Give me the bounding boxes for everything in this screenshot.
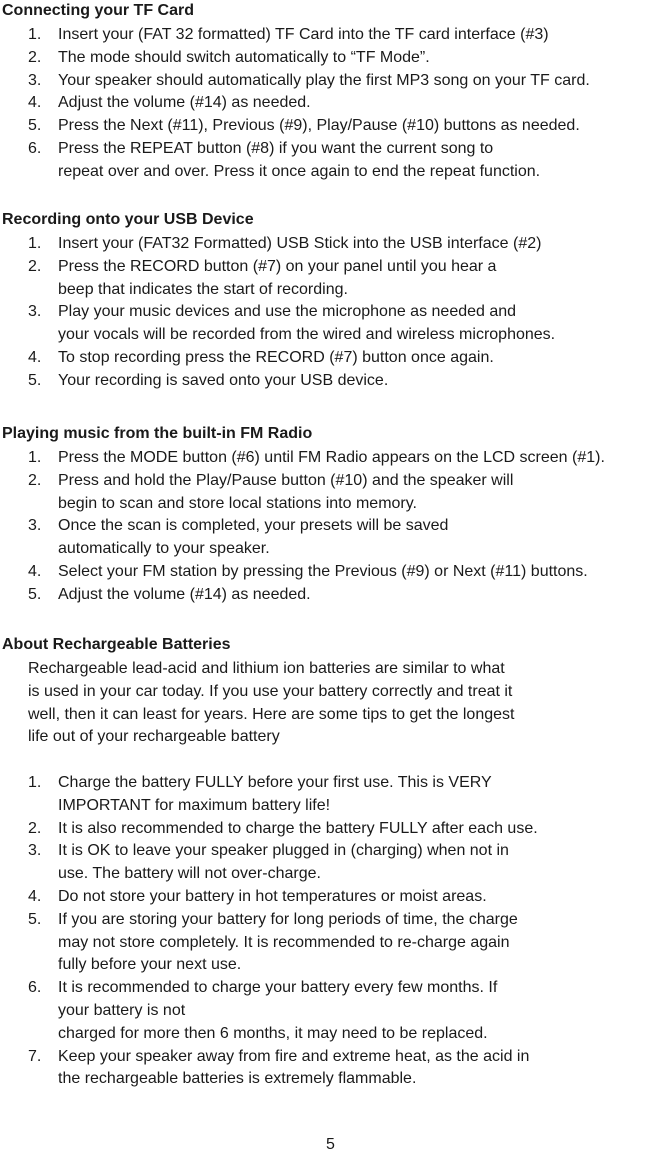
step-number: 1. [28, 235, 42, 252]
list-item [0, 561, 661, 584]
list-item [0, 818, 661, 841]
list-item [0, 115, 661, 138]
step-text: charged for more then 6 months, it may need to be replaced. [58, 1024, 488, 1042]
step-text: the rechargeable batteries is extremely flammable. [58, 1070, 417, 1088]
list-item [0, 584, 661, 607]
step-number: 6. [28, 139, 42, 157]
step-text: Press the MODE button (#6) until FM Radio appears on the LCD screen (#1). [58, 449, 605, 466]
step-text: repeat over and over. Press it once again to end the repeat function. [58, 162, 541, 180]
section-heading: Connecting your TF Card [2, 2, 194, 19]
step-number: 3. [28, 71, 42, 89]
step-text: Insert your (FAT32 Formatted) USB Stick into the USB interface (#2) [58, 235, 542, 252]
step-text: It is OK to leave your speaker plugged in (charging) when not in [58, 842, 509, 860]
section-usb-recording [0, 209, 661, 393]
step-text: Play your music devices and use the microphone as needed and [58, 303, 517, 321]
step-number: 2. [28, 471, 42, 489]
step-number: 2. [28, 257, 42, 275]
steps-list [0, 233, 661, 393]
list-item [0, 47, 661, 70]
step-text: Once the scan is completed, your presets will be saved [58, 517, 449, 535]
step-text: your battery is not [58, 1001, 186, 1019]
step-number: 5. [28, 910, 42, 928]
step-number: 1. [28, 449, 42, 466]
list-item [0, 256, 661, 302]
list-item [0, 977, 661, 1045]
step-number: 3. [28, 842, 42, 860]
steps-list [0, 772, 661, 1091]
section-tf-card [0, 0, 661, 184]
list-item [0, 24, 661, 47]
step-text: your vocals will be recorded from the wired and wireless microphones. [58, 326, 556, 344]
list-item [0, 301, 661, 347]
step-number: 5. [28, 371, 42, 389]
step-text: beep that indicates the start of recording. [58, 280, 348, 298]
list-item [0, 138, 661, 184]
list-item [0, 370, 661, 393]
step-number: 5. [28, 585, 42, 603]
list-item [0, 447, 661, 470]
intro-paragraph [0, 658, 661, 749]
section-heading: About Rechargeable Batteries [2, 636, 231, 653]
step-number: 2. [28, 48, 42, 66]
section-fm-radio [0, 423, 661, 607]
step-text: To stop recording press the RECORD (#7) button once again. [58, 348, 494, 366]
list-item [0, 909, 661, 977]
step-text: IMPORTANT for maximum battery life! [58, 796, 331, 814]
step-text: Adjust the volume (#14) as needed. [58, 94, 311, 112]
steps-list [0, 447, 661, 607]
step-text: fully before your next use. [58, 956, 242, 974]
step-text: Your speaker should automatically play the first MP3 song on your TF card. [58, 71, 590, 89]
step-number: 7. [28, 1047, 42, 1065]
list-item [0, 840, 661, 886]
list-item [0, 515, 661, 561]
section-batteries [0, 634, 661, 1091]
list-item [0, 772, 661, 818]
list-item [0, 1046, 661, 1092]
step-text: Your recording is saved onto your USB device. [58, 371, 389, 389]
step-number: 3. [28, 303, 42, 321]
step-number: 4. [28, 562, 42, 580]
step-number: 5. [28, 117, 42, 135]
step-number: 4. [28, 94, 42, 112]
step-text: Charge the battery FULLY before your first use. This is VERY [58, 773, 492, 791]
list-item [0, 886, 661, 909]
step-text: begin to scan and store local stations into memory. [58, 494, 417, 512]
step-text: Select your FM station by pressing the Previous (#9) or Next (#11) buttons. [58, 562, 588, 580]
step-text: automatically to your speaker. [58, 540, 270, 558]
step-text: Do not store your battery in hot temperatures or moist areas. [58, 887, 487, 905]
step-text: Press the RECORD button (#7) on your panel until you hear a [58, 257, 497, 275]
intro-line: well, then it can least for years. Here are some tips to get the longest [28, 705, 515, 723]
step-number: 1. [28, 26, 42, 43]
list-item [0, 470, 661, 516]
step-text: Adjust the volume (#14) as needed. [58, 585, 311, 603]
step-text: Insert your (FAT 32 formatted) TF Card into the TF card interface (#3) [58, 26, 549, 43]
step-text: Press the REPEAT button (#8) if you want the current song to [58, 139, 494, 157]
step-number: 6. [28, 979, 42, 997]
page-number: 5 [326, 1136, 335, 1153]
section-heading: Playing music from the built-in FM Radio [2, 425, 313, 442]
step-text: The mode should switch automatically to “TF Mode”. [58, 48, 430, 66]
step-number: 4. [28, 887, 42, 905]
step-number: 3. [28, 517, 42, 535]
list-item [0, 233, 661, 256]
step-number: 2. [28, 819, 42, 837]
spacer [0, 749, 661, 772]
intro-line: life out of your rechargeable battery [28, 728, 280, 746]
step-number: 1. [28, 773, 42, 791]
step-text: use. The battery will not over-charge. [58, 865, 321, 883]
step-text: Keep your speaker away from fire and extreme heat, as the acid in [58, 1047, 530, 1065]
step-text: Press the Next (#11), Previous (#9), Play/Pause (#10) buttons as needed. [58, 117, 580, 135]
intro-line: Rechargeable lead-acid and lithium ion batteries are similar to what [28, 660, 505, 677]
step-text: Press and hold the Play/Pause button (#10) and the speaker will [58, 471, 514, 489]
list-item [0, 70, 661, 93]
intro-line: is used in your car today. If you use your battery correctly and treat it [28, 682, 513, 700]
step-text: It is also recommended to charge the battery FULLY after each use. [58, 819, 538, 837]
list-item [0, 347, 661, 370]
step-text: may not store completely. It is recommended to re-charge again [58, 933, 510, 951]
section-heading: Recording onto your USB Device [2, 211, 254, 228]
step-number: 4. [28, 348, 42, 366]
list-item [0, 92, 661, 115]
step-text: It is recommended to charge your battery every few months. If [58, 979, 498, 997]
step-text: If you are storing your battery for long periods of time, the charge [58, 910, 518, 928]
steps-list [0, 24, 661, 184]
